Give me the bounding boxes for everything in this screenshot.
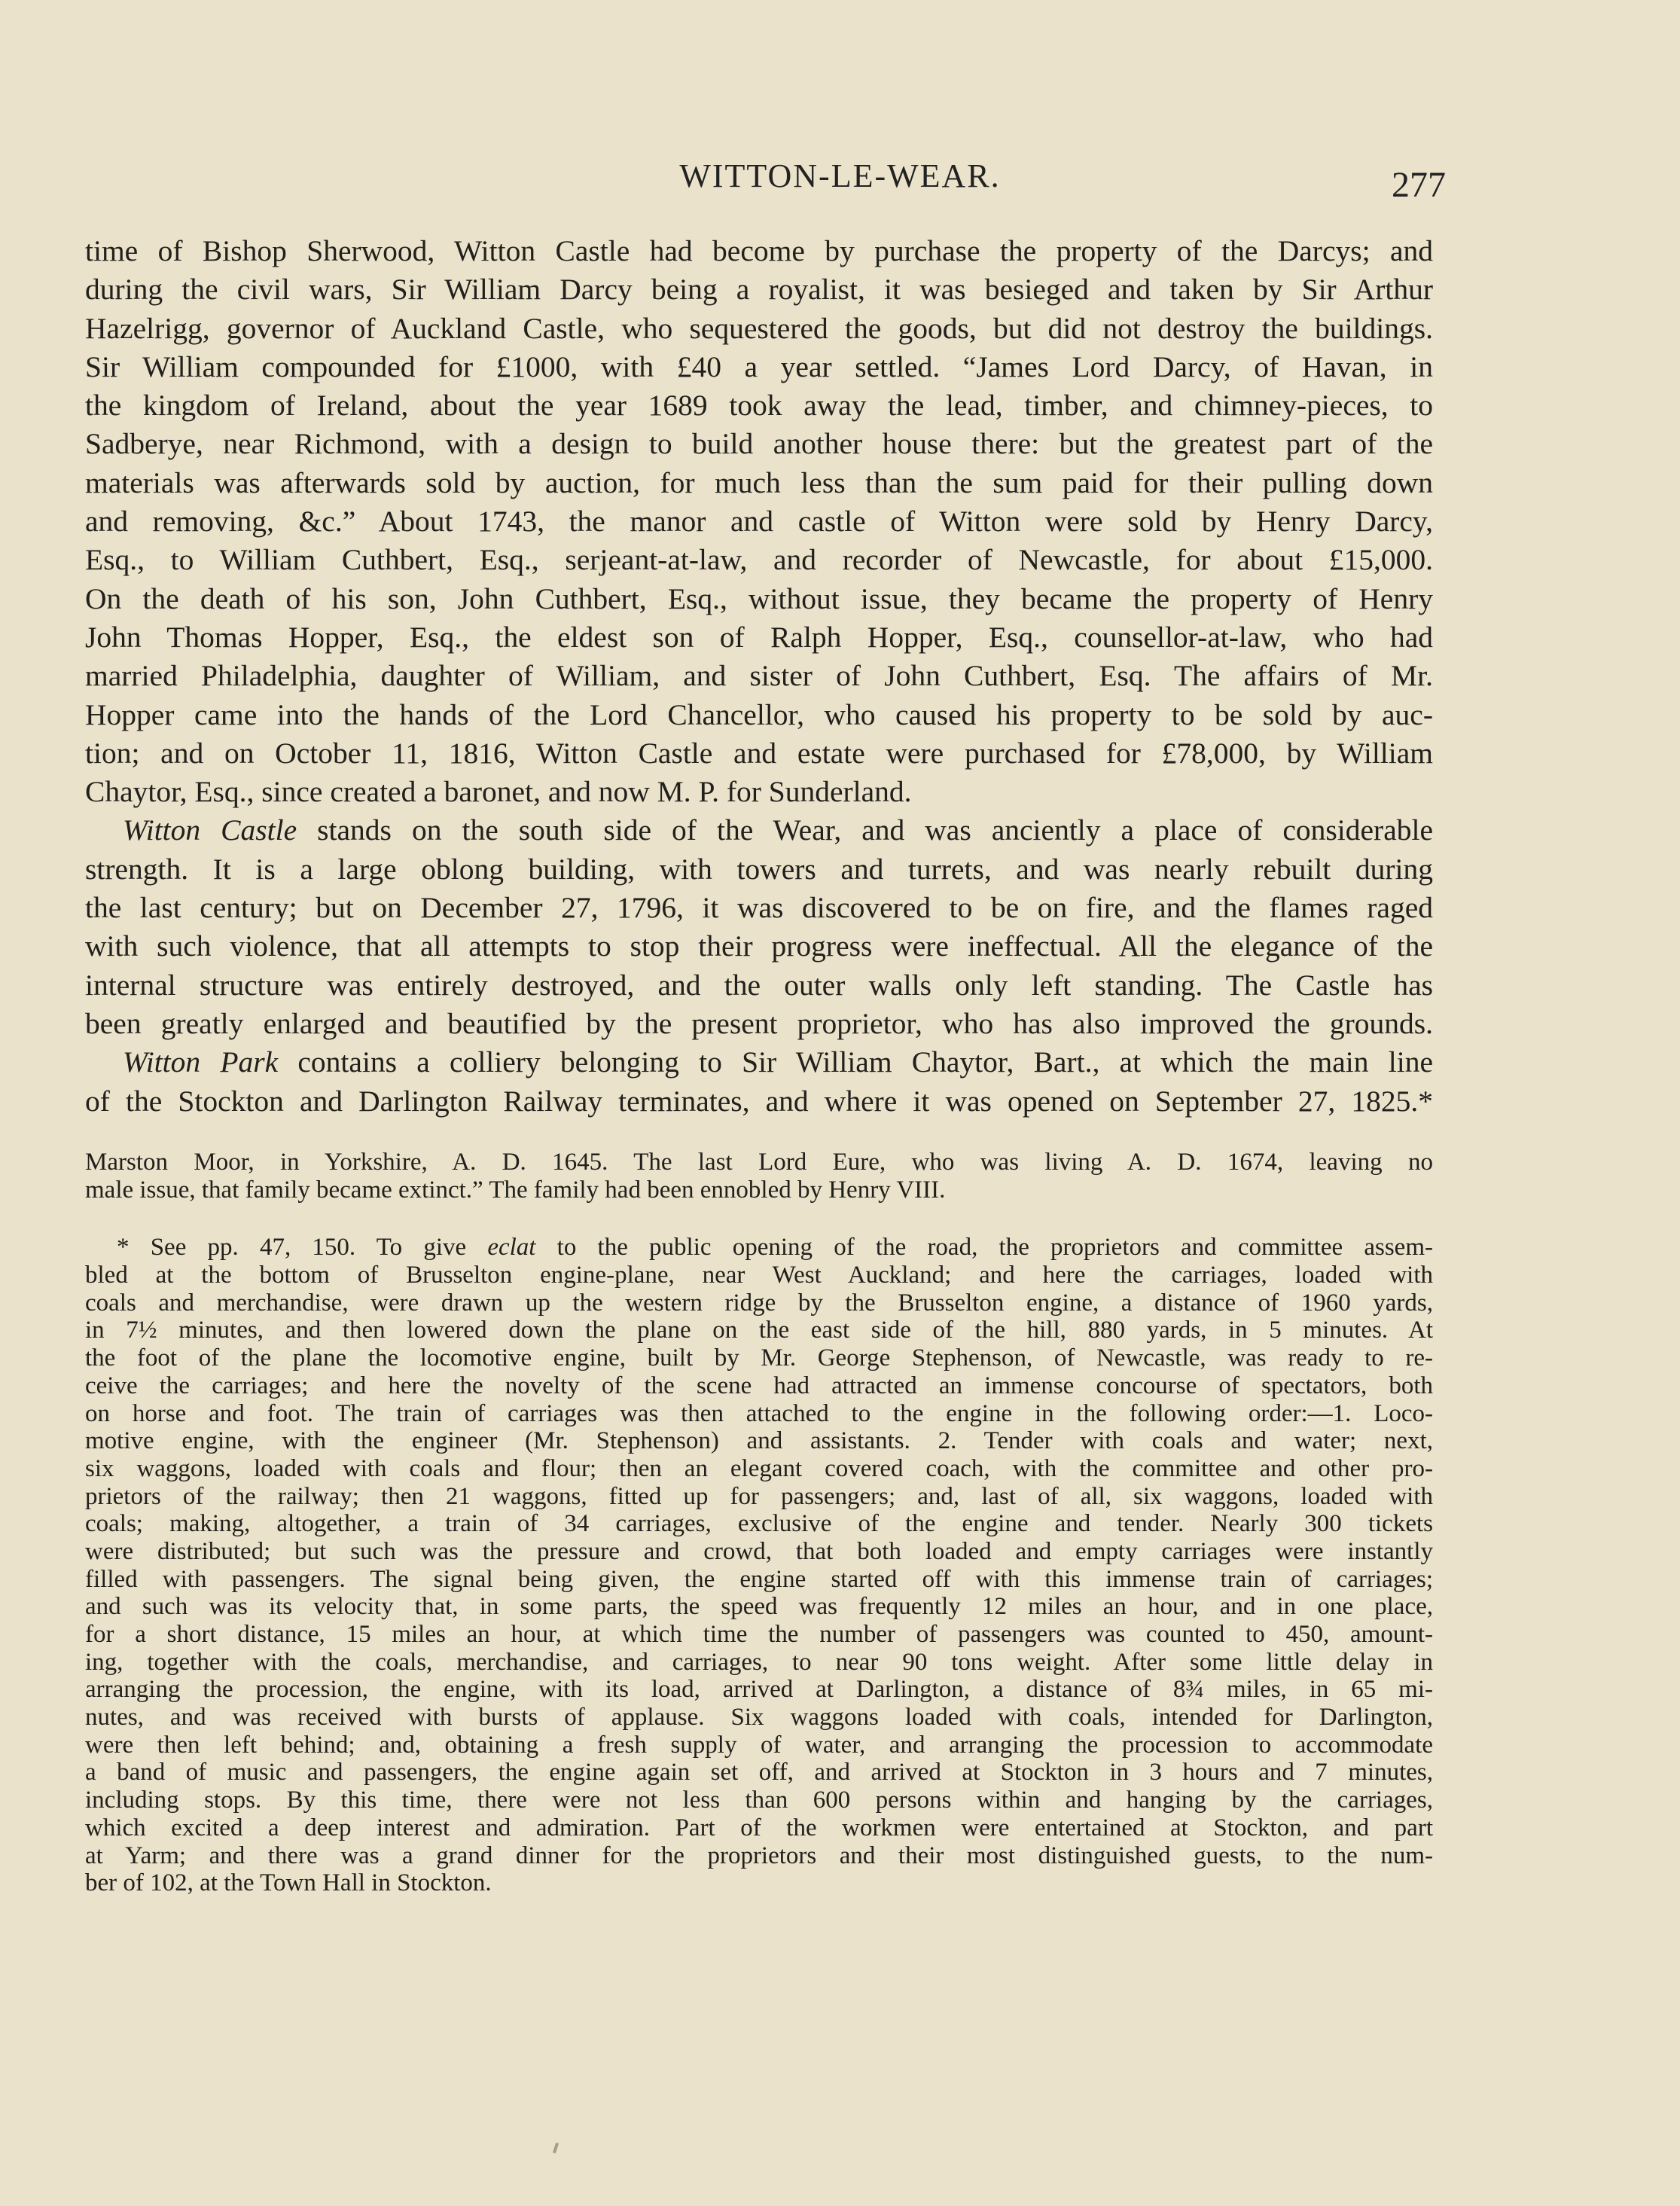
footnote-line: motive engine, with the engineer (Mr. Stephenson) and assistants. 2. Tender with coals and water; next,	[85, 1427, 1433, 1455]
footnote-line: which excited a deep interest and admiration. Part of the workmen were entertained at Stockton, and part	[85, 1814, 1433, 1841]
running-title: WITTON-LE-WEAR.	[679, 157, 1001, 194]
footnote-line: ing, together with the coals, merchandise, and carriages, to near 90 tons weight. After some little delay in	[85, 1648, 1433, 1676]
text-line: the kingdom of Ireland, about the year 1689 took away the lead, timber, and chimney-pieces, to	[85, 389, 1433, 423]
footnote-line: six waggons, loaded with coals and flour; then an elegant covered coach, with the committee and other pro-	[85, 1454, 1433, 1482]
footnote-marker-text: * See pp. 47, 150. To give	[117, 1234, 488, 1262]
text-line: John Thomas Hopper, Esq., the eldest son of Ralph Hopper, Esq., counsellor-at-law, who had	[85, 620, 1433, 654]
paragraph-start-line	[85, 1043, 1433, 1082]
page-number: 277	[1392, 165, 1446, 205]
footnote-line: nutes, and was received with bursts of applause. Six waggons loaded with coals, intended for Darlington,	[85, 1704, 1433, 1732]
text-line: married Philadelphia, daughter of William, and sister of John Cuthbert, Esq. The affairs of Mr.	[85, 659, 1433, 693]
text-line: strength. It is a large oblong building, with towers and turrets, and was nearly rebuilt during	[85, 852, 1433, 886]
text-line: of the Stockton and Darlington Railway terminates, and where it was opened on September 27, 1825.*	[85, 1084, 1433, 1118]
paper-blemish	[553, 2143, 559, 2154]
main-text	[85, 232, 1433, 1121]
text-line: On the death of his son, John Cuthbert, Esq., without issue, they became the property of Henry	[85, 581, 1433, 615]
footnote-gap	[85, 1204, 1433, 1234]
italic-lead-witton-park: Witton Park	[123, 1045, 279, 1079]
footnotes	[85, 1149, 1433, 1897]
text-line: during the civil wars, Sir William Darcy being a royalist, it was besieged and taken by Sir Arthur	[85, 273, 1433, 307]
text-run: to the public opening of the road, the proprietors and committee assem-	[535, 1234, 1433, 1262]
footnote-line: filled with passengers. The signal being given, the engine started off with this immense train of carriages;	[85, 1565, 1433, 1593]
footnote-line: coals and merchandise, were drawn up the western ridge by the Brusselton engine, a distance of 1960 yards,	[85, 1289, 1433, 1317]
text-line: internal structure was entirely destroyed, and the outer walls only left standing. The Castle has	[85, 968, 1433, 1002]
footnote-line: were distributed; but such was the pressure and crowd, that both loaded and empty carriages were instantly	[85, 1537, 1433, 1565]
footnote-line: were then left behind; and, obtaining a fresh supply of water, and arranging the procession to accommodate	[85, 1731, 1433, 1759]
page-header	[0, 151, 1680, 203]
footnote-line: including stops. By this time, there were not less than 600 persons within and hanging by the carriages,	[85, 1786, 1433, 1814]
footnote-line: a band of music and passengers, the engine again set off, and arrived at Stockton in 3 hours and 7 minutes,	[85, 1759, 1433, 1786]
text-line: been greatly enlarged and beautified by the present proprietor, who has also improved the grounds.	[85, 1006, 1433, 1040]
text-run: stands on the south side of the Wear, and was anciently a place of considerable	[297, 813, 1433, 847]
footnote-line: in 7½ minutes, and then lowered down the plane on the east side of the hill, 880 yards, in 5 minutes. At	[85, 1317, 1433, 1344]
footnote-line: male issue, that family became extinct.” The family had been ennobled by Henry VIII.	[85, 1176, 946, 1204]
footnote-line: bled at the bottom of Brusselton engine-plane, near West Auckland; and here the carriages, loaded with	[85, 1262, 1433, 1289]
text-line: time of Bishop Sherwood, Witton Castle had become by purchase the property of the Darcys; and	[85, 234, 1433, 267]
text-line: Esq., to William Cuthbert, Esq., serjeant-at-law, and recorder of Newcastle, for about £15,000.	[85, 543, 1433, 577]
text-line: tion; and on October 11, 1816, Witton Castle and estate were purchased for £78,000, by William	[85, 736, 1433, 770]
text-line: materials was afterwards sold by auction, for much less than the sum paid for their pulling down	[85, 465, 1433, 499]
footnote-line: at Yarm; and there was a grand dinner for the proprietors and their most distinguished guests, to the num-	[85, 1841, 1433, 1869]
footnote-line: for a short distance, 15 miles an hour, at which time the number of passengers was counted to 450, amount-	[85, 1621, 1433, 1648]
footnote-line: Marston Moor, in Yorkshire, A. D. 1645. The last Lord Eure, who was living A. D. 1674, leaving no	[85, 1149, 1433, 1176]
footnote-line: prietors of the railway; then 21 waggons, fitted up for passengers; and, last of all, six waggons, loaded with	[85, 1482, 1433, 1510]
footnote-line: and such was its velocity that, in some parts, the speed was frequently 12 miles an hour, and in one place,	[85, 1593, 1433, 1621]
italic-eclat: eclat	[487, 1234, 536, 1262]
footnote-line: ceive the carriages; and here the novelty of the scene had attracted an immense concourse of spectators, both	[85, 1372, 1433, 1399]
italic-lead-witton-castle: Witton Castle	[123, 813, 297, 847]
paragraph-start-line	[85, 811, 1433, 850]
footnote-line: ber of 102, at the Town Hall in Stockton.	[85, 1869, 492, 1897]
text-line: Chaytor, Esq., since created a baronet, and now M. P. for Sunderland.	[85, 775, 912, 809]
text-line: Hopper came into the hands of the Lord Chancellor, who caused his property to be sold by auc-	[85, 697, 1433, 731]
footnote-line: arranging the procession, the engine, with its load, arrived at Darlington, a distance of 8¾ miles, in 65 mi-	[85, 1676, 1433, 1704]
footnote-line: on horse and foot. The train of carriages was then attached to the engine in the following order:—1. Loco-	[85, 1399, 1433, 1427]
text-line: with such violence, that all attempts to stop their progress were ineffectual. All the elegance of the	[85, 929, 1433, 963]
text-line: Sir William compounded for £1000, with £40 a year settled. “James Lord Darcy, of Havan, in	[85, 349, 1433, 383]
text-line: Hazelrigg, governor of Auckland Castle, who sequestered the goods, but did not destroy the buildings.	[85, 311, 1433, 345]
footnote-line: coals; making, altogether, a train of 34 carriages, exclusive of the engine and tender. Nearly 300 tickets	[85, 1510, 1433, 1538]
text-line: and removing, &c.” About 1743, the manor and castle of Witton were sold by Henry Darcy,	[85, 505, 1433, 539]
text-line: the last century; but on December 27, 1796, it was discovered to be on fire, and the flames raged	[85, 891, 1433, 925]
footnote-start-line	[85, 1234, 1433, 1262]
text-run: contains a colliery belonging to Sir William Chaytor, Bart., at which the main line	[278, 1045, 1433, 1079]
text-line: Sadberye, near Richmond, with a design to build another house there: but the greatest part of the	[85, 427, 1433, 461]
footnote-line: the foot of the plane the locomotive engine, built by Mr. George Stephenson, of Newcastle, was ready to re-	[85, 1344, 1433, 1372]
